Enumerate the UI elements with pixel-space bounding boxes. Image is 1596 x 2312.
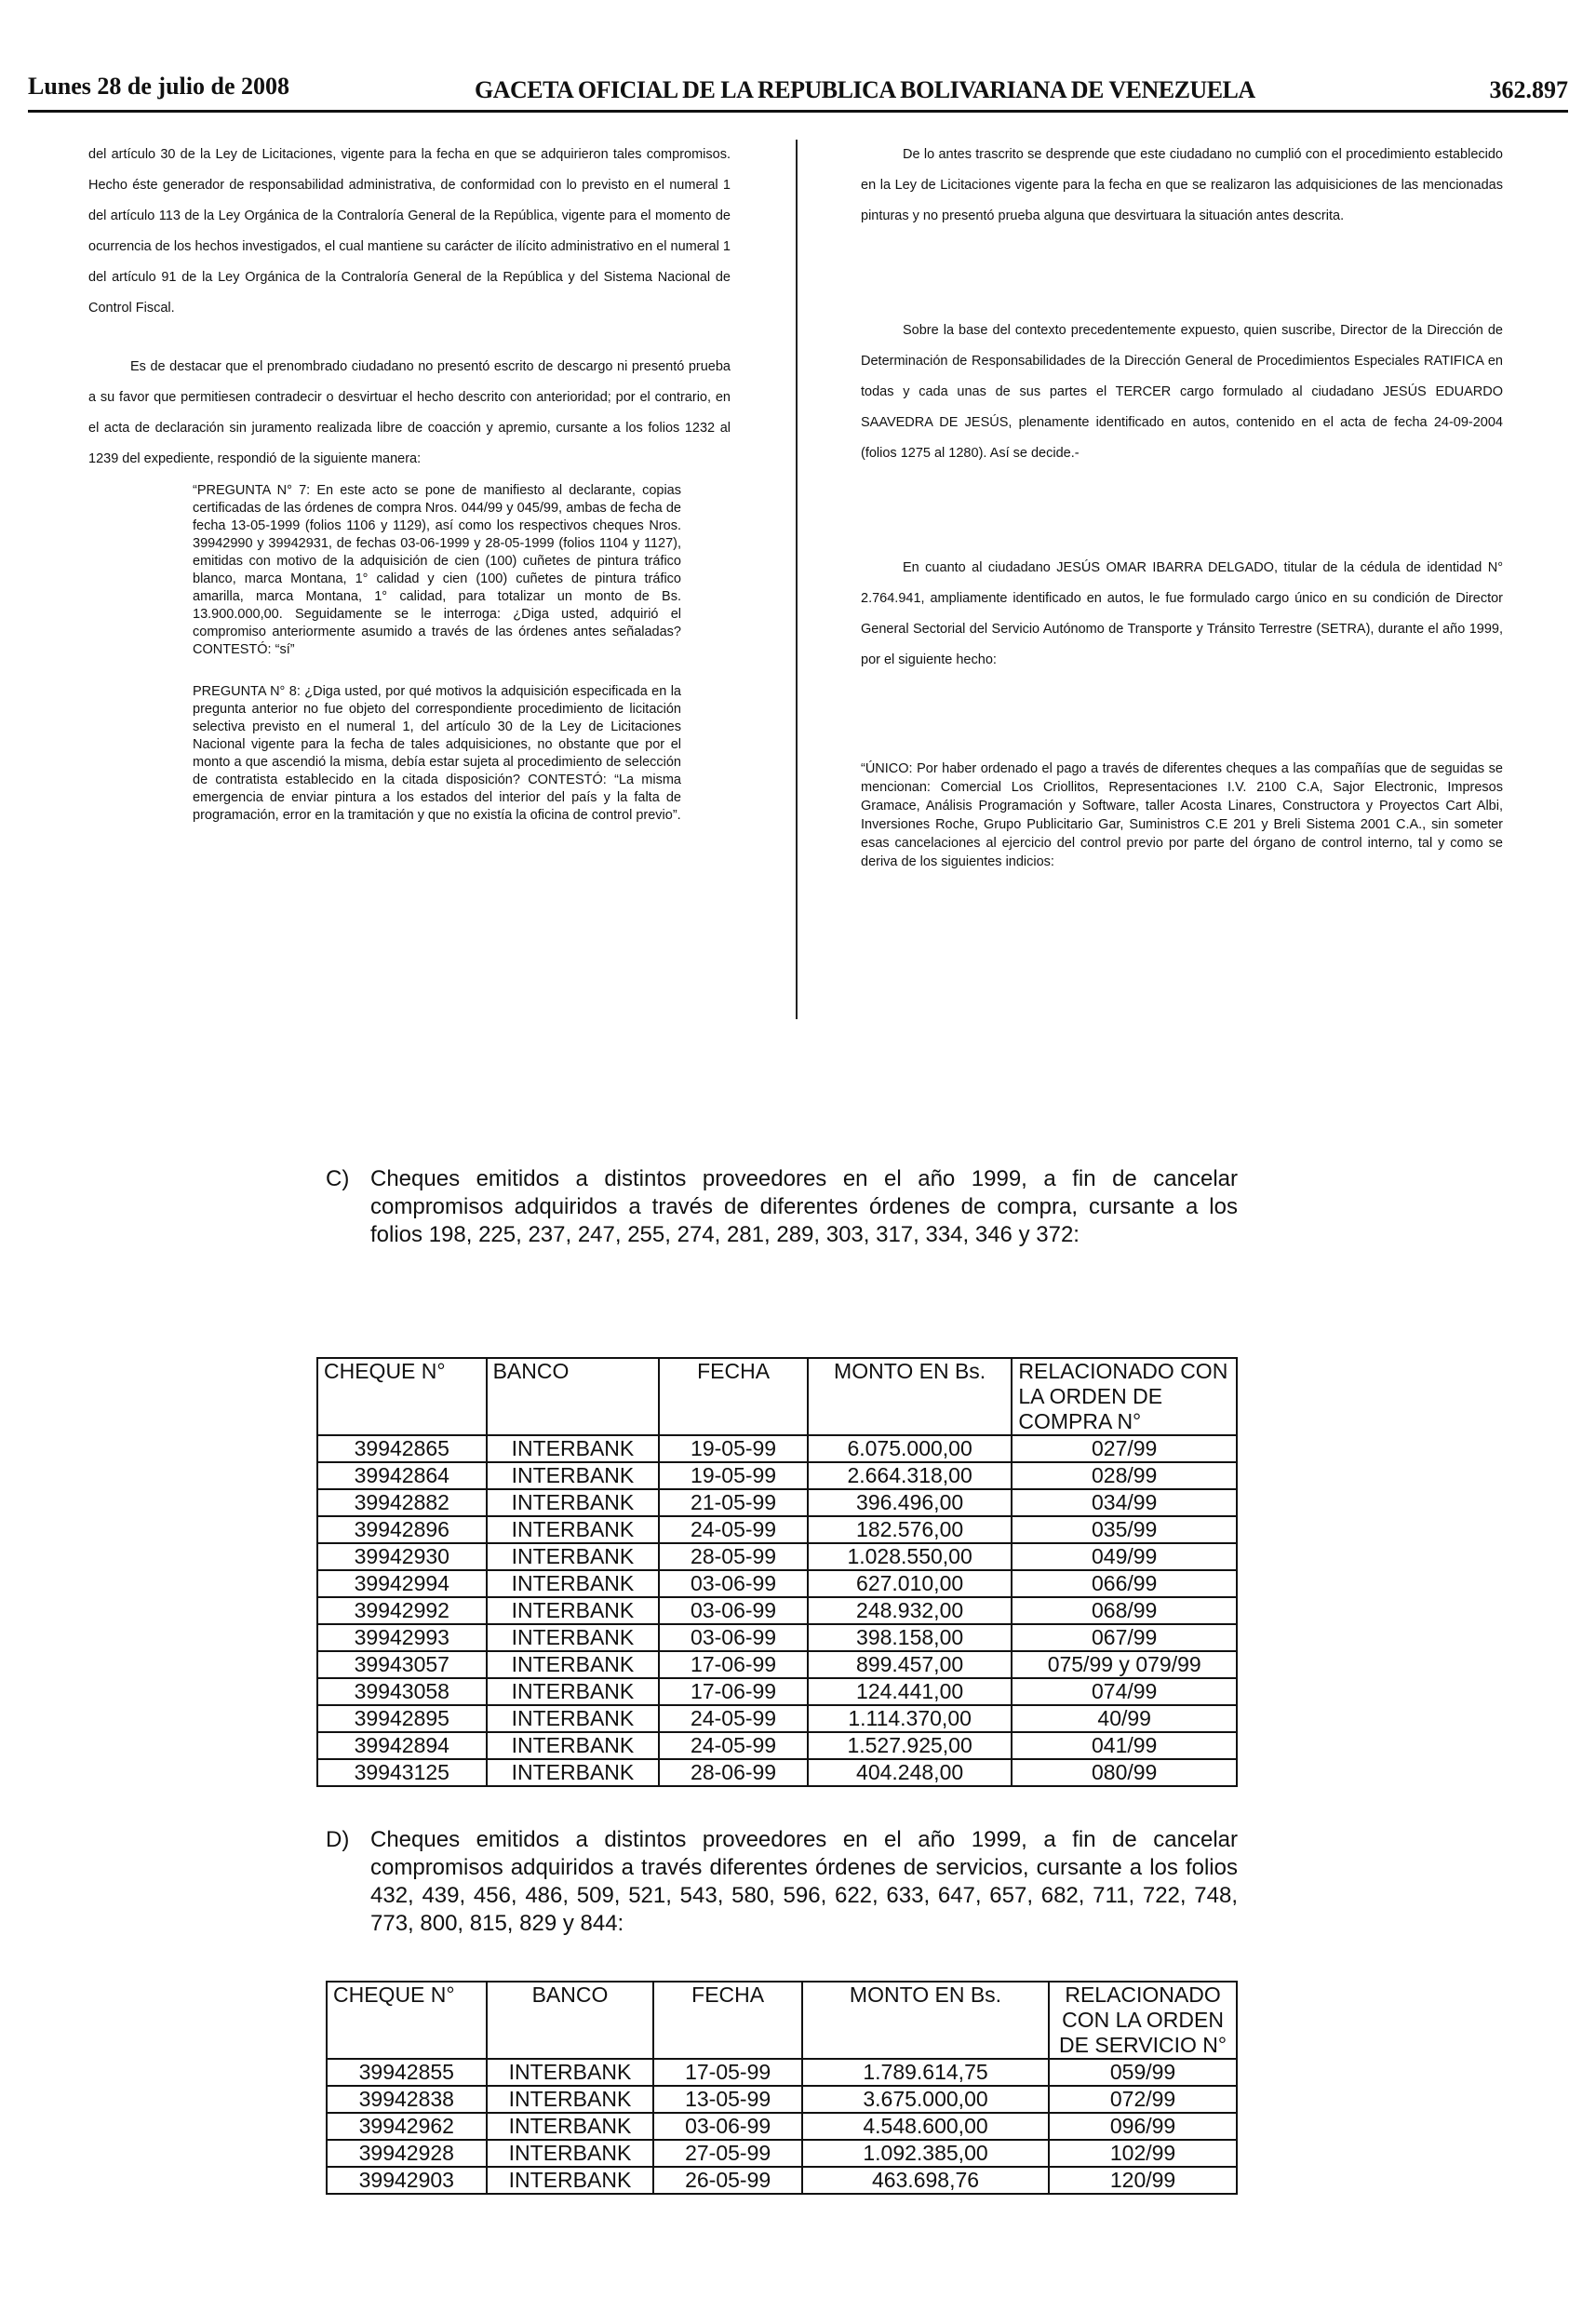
- table-cell: INTERBANK: [487, 1516, 660, 1543]
- table-row: [327, 2113, 1237, 2140]
- column-header-fecha: FECHA: [653, 1982, 802, 2059]
- table-cell: 396.496,00: [808, 1489, 1013, 1516]
- table-cell: 059/99: [1049, 2059, 1237, 2086]
- table-cell: 068/99: [1012, 1597, 1237, 1624]
- table-row: [317, 1543, 1237, 1570]
- table-cell: 13-05-99: [653, 2086, 802, 2113]
- table-cell: 39942928: [327, 2140, 487, 2167]
- table-cell: 17-05-99: [653, 2059, 802, 2086]
- table-cell: 39943058: [317, 1678, 487, 1705]
- table-cell: 19-05-99: [659, 1462, 808, 1489]
- table-row: [317, 1435, 1237, 1462]
- table-row: [327, 2140, 1237, 2167]
- table-cell: 096/99: [1049, 2113, 1237, 2140]
- table-cell: 39942894: [317, 1732, 487, 1759]
- table-cell: 24-05-99: [659, 1705, 808, 1732]
- table-cell: 39942930: [317, 1543, 487, 1570]
- question-8: PREGUNTA N° 8: ¿Diga usted, por qué motivos la adquisición especificada en la pregunta anterior no fue objeto del correspondiente procedimiento de licitación selectiva previsto en el numeral 1, del artículo 30 de la Ley de Licitaciones Nacional vigente para la fecha de tales adquisiciones, no obstante que por el monto a que ascendió la misma, debía estar sujeta al procedimiento de selección de contratista establecido en la citada disposición? CONTESTÓ: “La misma emergencia de enviar pintura a los estados del interior del país y la falta de programación, error en la tramitación y que no existía la oficina de control previo”.: [193, 684, 681, 823]
- table-cell: 1.092.385,00: [802, 2140, 1049, 2167]
- table-row: [327, 2167, 1237, 2194]
- table-cell: INTERBANK: [487, 1651, 660, 1678]
- table-row: [327, 2086, 1237, 2113]
- table-cell: 28-06-99: [659, 1759, 808, 1786]
- right-column: [861, 140, 1503, 871]
- section-c-letter: C): [326, 1166, 350, 1191]
- declaration-quote: [193, 482, 681, 825]
- section-c: [326, 1165, 1238, 1249]
- table-cell: 035/99: [1012, 1516, 1237, 1543]
- page-number: 362.897: [1489, 76, 1568, 103]
- table-row: [317, 1678, 1237, 1705]
- table-orden-compra: [316, 1357, 1238, 1787]
- table-cell: 21-05-99: [659, 1489, 808, 1516]
- column-header-banco: BANCO: [487, 1982, 654, 2059]
- column-divider: [796, 140, 798, 1019]
- right-paragraph-3: En cuanto al ciudadano JESÚS OMAR IBARRA DELGADO, titular de la cédula de identidad N° 2.764.941, ampliamente identificado en autos, le fue formulado cargo único en su condición de Director General Sectorial del Servicio Autónomo de Transporte y Tránsito Terrestre (SETRA), durante el año 1999, por el siguiente hecho:: [861, 560, 1503, 667]
- table-cell: 39942992: [317, 1597, 487, 1624]
- table-cell: INTERBANK: [487, 1462, 660, 1489]
- table-cell: 39942962: [327, 2113, 487, 2140]
- table-cell: 24-05-99: [659, 1732, 808, 1759]
- table-cell: INTERBANK: [487, 1570, 660, 1597]
- table-cell: 080/99: [1012, 1759, 1237, 1786]
- table-cell: 39942864: [317, 1462, 487, 1489]
- table-cell: 39942882: [317, 1489, 487, 1516]
- left-paragraph-1: del artículo 30 de la Ley de Licitaciones, vigente para la fecha en que se adquirieron tales compromisos. Hecho éste generador de responsabilidad administrativa, de conformidad con lo previsto en el numeral 1 del artículo 113 de la Ley Orgánica de la Contraloría General de la República, vigente para el momento de ocurrencia de los hechos investigados, el cual mantiene su carácter de ilícito administrativo en el numeral 1 del artículo 91 de la Ley Orgánica de la Contraloría General de la República y del Sistema Nacional de Control Fiscal.: [88, 147, 731, 316]
- table-cell: 1.789.614,75: [802, 2059, 1049, 2086]
- table-cell: 124.441,00: [808, 1678, 1013, 1705]
- table-cell: 463.698,76: [802, 2167, 1049, 2194]
- table-cell: 1.527.925,00: [808, 1732, 1013, 1759]
- table-cell: 075/99 y 079/99: [1012, 1651, 1237, 1678]
- table-cell: 26-05-99: [653, 2167, 802, 2194]
- section-d: [326, 1826, 1238, 1938]
- table-cell: INTERBANK: [487, 1624, 660, 1651]
- column-header-orden: RELACIONADO CON LA ORDEN DE SERVICIO N°: [1049, 1982, 1237, 2059]
- table-cell: 041/99: [1012, 1732, 1237, 1759]
- column-header-cheque: CHEQUE N°: [317, 1358, 487, 1435]
- section-d-text: Cheques emitidos a distintos proveedores en el año 1999, a fin de cancelar compromisos adquiridos a través diferentes órdenes de servicios, cursante a los folios 432, 439, 456, 486, 509, 521, 543, 580, 596, 622, 633, 647, 657, 682, 711, 722, 748, 773, 800, 815, 829 y 844:: [370, 1827, 1238, 1936]
- column-header-monto: MONTO EN Bs.: [808, 1358, 1013, 1435]
- header-title: GACETA OFICIAL DE LA REPUBLICA BOLIVARIANA DE VENEZUELA: [475, 76, 1255, 103]
- table-cell: 3.675.000,00: [802, 2086, 1049, 2113]
- column-header-fecha: FECHA: [659, 1358, 808, 1435]
- table-cell: INTERBANK: [487, 2086, 654, 2113]
- column-header-orden: RELACIONADO CON LA ORDEN DE COMPRA N°: [1012, 1358, 1237, 1435]
- table-cell: 39942903: [327, 2167, 487, 2194]
- left-paragraph-2: Es de destacar que el prenombrado ciudadano no presentó escrito de descargo ni presentó prueba a su favor que permitiesen contradecir o desvirtuar el hecho descrito con anterioridad; por el contrario, en el acta de declaración sin juramento realizada libre de coacción y apremio, cursante a los folios 1232 al 1239 del expediente, respondió de la siguiente manera:: [88, 359, 731, 466]
- table-cell: 40/99: [1012, 1705, 1237, 1732]
- table-cell: 03-06-99: [659, 1597, 808, 1624]
- table-row: [317, 1732, 1237, 1759]
- section-d-letter: D): [326, 1827, 350, 1852]
- table-cell: 39942994: [317, 1570, 487, 1597]
- table-cell: INTERBANK: [487, 1759, 660, 1786]
- table-row: [317, 1489, 1237, 1516]
- table-cell: 17-06-99: [659, 1651, 808, 1678]
- table-cell: 4.548.600,00: [802, 2113, 1049, 2140]
- table-cell: 248.932,00: [808, 1597, 1013, 1624]
- table-cell: INTERBANK: [487, 1597, 660, 1624]
- table-cell: 067/99: [1012, 1624, 1237, 1651]
- table-cell: INTERBANK: [487, 2167, 654, 2194]
- question-7: “PREGUNTA N° 7: En este acto se pone de manifiesto al declarante, copias certificadas de las órdenes de compra Nros. 044/99 y 045/99, ambas de fecha de fecha 13-05-1999 (folios 1106 y 1129), así como los respectivos cheques Nros. 39942990 y 39942931, de fechas 03-06-1999 y 28-05-1999 (folios 1104 y 1127), emitidas con motivo de la adquisición de cien (100) cuñetes de pintura tráfico blanco, marca Montana, 1° calidad y cien (100) cuñetes de pintura tráfico amarilla, marca Montana, 1° calidad, para totalizar un monto de Bs. 13.900.000,00. Seguidamente se le interroga: ¿Diga usted, adquirió el compromiso anteriormente asumido a través de las órdenes antes señaladas? CONTESTÓ: “sí”: [193, 483, 681, 657]
- right-paragraph-1: De lo antes trascrito se desprende que este ciudadano no cumplió con el procedimiento establecido en la Ley de Licitaciones vigente para la fecha en que se realizaron las adquisiciones de las mencionadas pinturas y no presentó prueba alguna que desvirtuara la situación antes descrita.: [861, 147, 1503, 223]
- table-row: [317, 1462, 1237, 1489]
- table-cell: 182.576,00: [808, 1516, 1013, 1543]
- table-cell: 03-06-99: [653, 2113, 802, 2140]
- table-row: [317, 1651, 1237, 1678]
- right-paragraph-2: Sobre la base del contexto precedentemente expuesto, quien suscribe, Director de la Dirección de Determinación de Responsabilidades de la Dirección General de Procedimientos Especiales RATIFICA en todas y cada unas de sus partes el TERCER cargo formulado al ciudadano JESÚS EDUARDO SAAVEDRA DE JESÚS, plenamente identificado en autos, contenido en el acta de fecha 24-09-2004 (folios 1275 al 1280). Así se decide.-: [861, 323, 1503, 461]
- table-row: [317, 1759, 1237, 1786]
- table-cell: 39942838: [327, 2086, 487, 2113]
- header-date: Lunes 28 de julio de 2008: [28, 73, 289, 100]
- table-cell: INTERBANK: [487, 2140, 654, 2167]
- table-cell: 049/99: [1012, 1543, 1237, 1570]
- table-cell: INTERBANK: [487, 2059, 654, 2086]
- table-cell: 899.457,00: [808, 1651, 1013, 1678]
- table-cell: 120/99: [1049, 2167, 1237, 2194]
- table-cell: INTERBANK: [487, 1489, 660, 1516]
- table-row: [317, 1570, 1237, 1597]
- table-cell: 072/99: [1049, 2086, 1237, 2113]
- table-cell: 39942865: [317, 1435, 487, 1462]
- table-cell: 39943057: [317, 1651, 487, 1678]
- table-cell: INTERBANK: [487, 2113, 654, 2140]
- table-cell: 074/99: [1012, 1678, 1237, 1705]
- table-cell: 24-05-99: [659, 1516, 808, 1543]
- table-cell: 034/99: [1012, 1489, 1237, 1516]
- table-row: [327, 2059, 1237, 2086]
- unico-charge: “ÚNICO: Por haber ordenado el pago a través de diferentes cheques a las compañías que de seguidas se mencionan: Comercial Los Criollitos, Representaciones I.V. 2100 C.A, Sajor Electronic, Impresos Gramace, Análisis Programación y Software, taller Acosta Linares, Constructora y Proyectos Cart Albi, Inversiones Roche, Grupo Publicitario Gar, Suministros C.E 201 y Breli Sistema 2001 C.A., sin someter esas cancelaciones al ejercicio del control previo por parte del órgano de control interno, tal y como se deriva de los siguientes indicios:: [861, 761, 1503, 869]
- table-cell: INTERBANK: [487, 1435, 660, 1462]
- column-header-banco: BANCO: [487, 1358, 660, 1435]
- table-cell: INTERBANK: [487, 1732, 660, 1759]
- section-c-text: Cheques emitidos a distintos proveedores en el año 1999, a fin de cancelar compromisos adquiridos a través de diferentes órdenes de compra, cursante a los folios 198, 225, 237, 247, 255, 274, 281, 289, 303, 317, 334, 346 y 372:: [370, 1166, 1238, 1247]
- table-cell: 6.075.000,00: [808, 1435, 1013, 1462]
- table-row: [317, 1516, 1237, 1543]
- column-header-monto: MONTO EN Bs.: [802, 1982, 1049, 2059]
- table-cell: 28-05-99: [659, 1543, 808, 1570]
- table-cell: 1.028.550,00: [808, 1543, 1013, 1570]
- charge-quote: [861, 759, 1503, 871]
- table-cell: 39942896: [317, 1516, 487, 1543]
- table-cell: INTERBANK: [487, 1543, 660, 1570]
- table-cell: 066/99: [1012, 1570, 1237, 1597]
- table-cell: 027/99: [1012, 1435, 1237, 1462]
- table-cell: 39943125: [317, 1759, 487, 1786]
- table-cell: 1.114.370,00: [808, 1705, 1013, 1732]
- table-cell: 17-06-99: [659, 1678, 808, 1705]
- table-cell: INTERBANK: [487, 1705, 660, 1732]
- table-orden-servicio: [326, 1981, 1238, 2195]
- table-row: [317, 1624, 1237, 1651]
- table-row: [317, 1705, 1237, 1732]
- table-cell: 404.248,00: [808, 1759, 1013, 1786]
- table-cell: INTERBANK: [487, 1678, 660, 1705]
- table-cell: 19-05-99: [659, 1435, 808, 1462]
- table-cell: 39942993: [317, 1624, 487, 1651]
- table-cell: 03-06-99: [659, 1570, 808, 1597]
- table-cell: 028/99: [1012, 1462, 1237, 1489]
- table-row: [317, 1597, 1237, 1624]
- table-cell: 27-05-99: [653, 2140, 802, 2167]
- table-cell: 102/99: [1049, 2140, 1237, 2167]
- page-header: [28, 73, 1568, 113]
- table-cell: 398.158,00: [808, 1624, 1013, 1651]
- table-cell: 627.010,00: [808, 1570, 1013, 1597]
- table-cell: 39942895: [317, 1705, 487, 1732]
- column-header-cheque: CHEQUE N°: [327, 1982, 487, 2059]
- table-cell: 03-06-99: [659, 1624, 808, 1651]
- table-cell: 2.664.318,00: [808, 1462, 1013, 1489]
- table-cell: 39942855: [327, 2059, 487, 2086]
- left-column: [88, 140, 731, 825]
